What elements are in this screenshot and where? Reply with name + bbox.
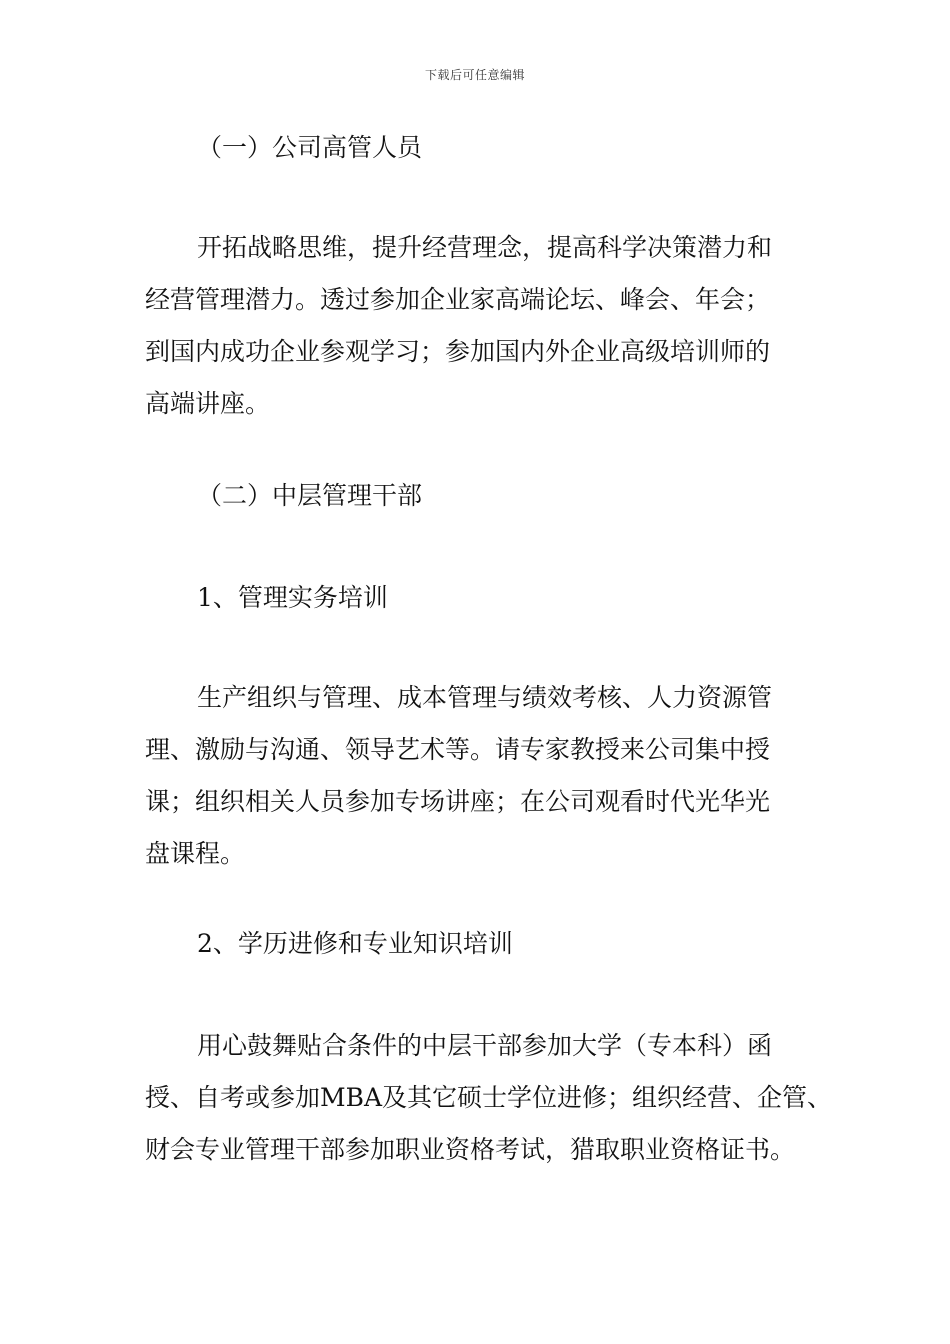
paragraph-education-training — [145, 1020, 835, 1176]
paragraph-line: 授、自考或参加MBA及其它硕士学位进修；组织经营、企管、 — [145, 1083, 833, 1112]
paragraph-line: 盘课程。 — [145, 839, 246, 868]
section-heading-middle-managers: （二）中层管理干部 — [197, 481, 423, 510]
paragraph-line: 用心鼓舞贴合条件的中层干部参加大学（专本科）函 — [197, 1031, 773, 1060]
subheading-practical-training: 1、管理实务培训 — [197, 583, 388, 612]
subheading-education-training: 2、学历进修和专业知识培训 — [197, 929, 513, 958]
paragraph-line: 高端讲座。 — [145, 389, 271, 418]
paragraph-executives — [145, 222, 835, 430]
paragraph-line: 开拓战略思维，提升经营理念，提高科学决策潜力和 — [197, 233, 773, 262]
paragraph-line: 财会专业管理干部参加职业资格考试，猎取职业资格证书。 — [145, 1135, 796, 1164]
paragraph-practical-training — [145, 672, 835, 880]
paragraph-line: 理、激励与沟通、领导艺术等。请专家教授来公司集中授 — [145, 735, 771, 764]
header-note: 下载后可任意编辑 — [424, 68, 525, 82]
section-heading-executives: （一）公司高管人员 — [197, 133, 423, 162]
paragraph-line: 经营管理潜力。透过参加企业家高端论坛、峰会、年会； — [145, 285, 771, 314]
paragraph-line: 到国内成功企业参观学习；参加国内外企业高级培训师的 — [145, 337, 771, 366]
paragraph-line: 生产组织与管理、成本管理与绩效考核、人力资源管 — [197, 683, 773, 712]
paragraph-line: 课；组织相关人员参加专场讲座；在公司观看时代光华光 — [145, 787, 771, 816]
